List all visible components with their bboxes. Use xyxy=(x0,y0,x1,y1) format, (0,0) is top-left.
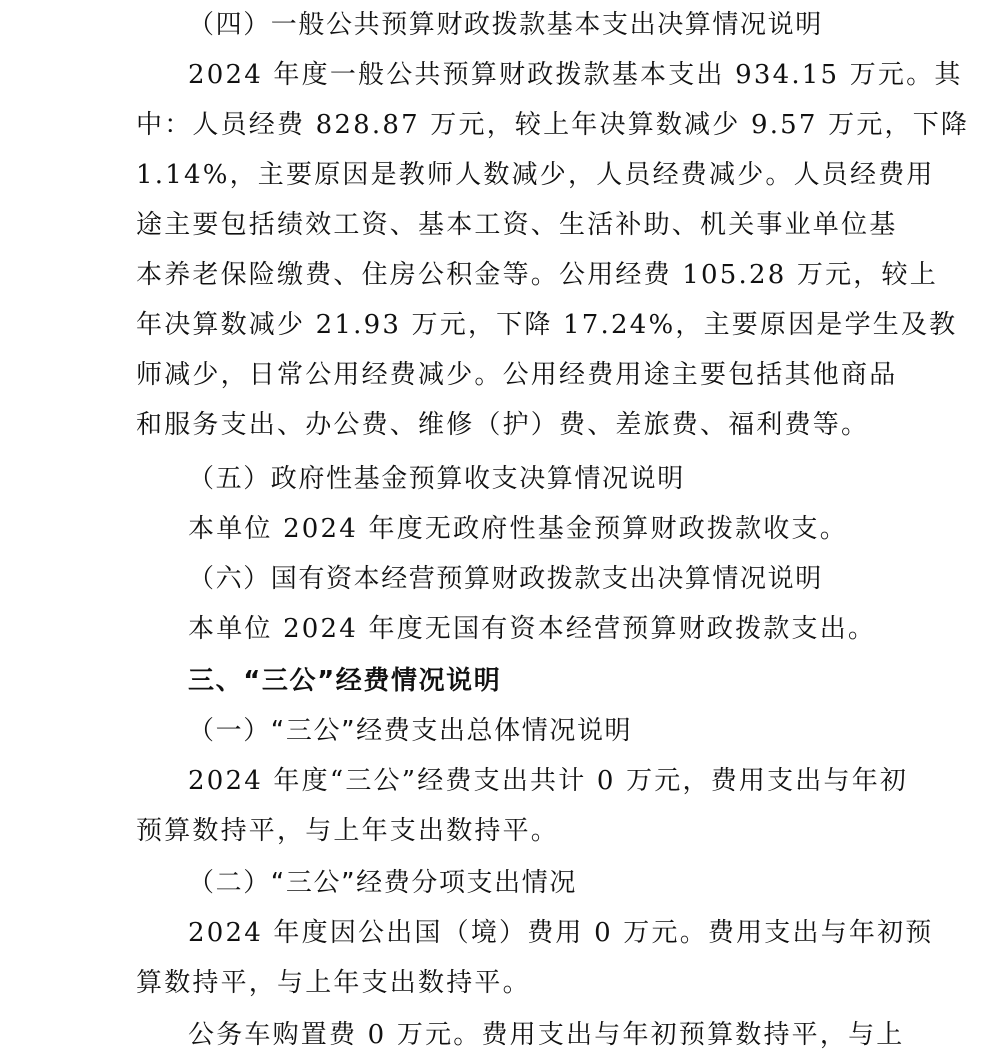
section-heading-3: 三、“三公”经费情况说明 xyxy=(188,666,502,696)
paragraph-line: 途主要包括绩效工资、基本工资、生活补助、机关事业单位基 xyxy=(136,210,898,240)
paragraph-line: 2024 年度一般公共预算财政拨款基本支出 934.15 万元。其 xyxy=(188,60,963,90)
paragraph-line: 年决算数减少 21.93 万元，下降 17.24%，主要原因是学生及教 xyxy=(136,310,958,340)
paragraph-line: 算数持平，与上年支出数持平。 xyxy=(136,968,531,998)
paragraph-line: 本单位 2024 年度无国有资本经营预算财政拨款支出。 xyxy=(188,614,877,644)
subheading-5: （五）政府性基金预算收支决算情况说明 xyxy=(188,464,685,494)
subheading-6: （六）国有资本经营预算财政拨款支出决算情况说明 xyxy=(188,564,823,594)
paragraph-line: 1.14%，主要原因是教师人数减少，人员经费减少。人员经费用 xyxy=(136,160,935,190)
paragraph-line: 2024 年度“三公”经费支出共计 0 万元，费用支出与年初 xyxy=(188,766,909,796)
paragraph-line: 师减少，日常公用经费减少。公用经费用途主要包括其他商品 xyxy=(136,360,898,390)
paragraph-line: 本单位 2024 年度无政府性基金预算财政拨款收支。 xyxy=(188,514,848,544)
paragraph-line: 本养老保险缴费、住房公积金等。公用经费 105.28 万元，较上 xyxy=(136,260,938,290)
subheading-4: （四）一般公共预算财政拨款基本支出决算情况说明 xyxy=(188,10,823,40)
paragraph-line: 和服务支出、办公费、维修（护）费、差旅费、福利费等。 xyxy=(136,410,870,440)
subheading-2: （二）“三公”经费分项支出情况 xyxy=(188,868,577,898)
paragraph-line: 公务车购置费 0 万元。费用支出与年初预算数持平，与上 xyxy=(188,1020,905,1050)
paragraph-line: 2024 年度因公出国（境）费用 0 万元。费用支出与年初预 xyxy=(188,918,934,948)
subheading-1: （一）“三公”经费支出总体情况说明 xyxy=(188,716,633,746)
paragraph-line: 预算数持平，与上年支出数持平。 xyxy=(136,816,560,846)
paragraph-line: 中：人员经费 828.87 万元，较上年决算数减少 9.57 万元，下降 xyxy=(136,110,970,140)
